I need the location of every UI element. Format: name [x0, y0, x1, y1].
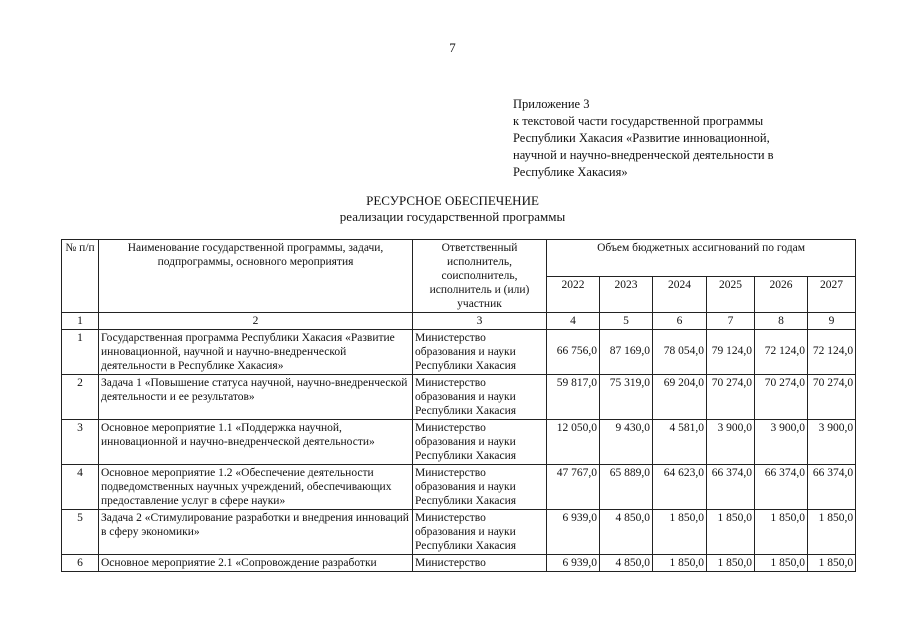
header-num: № п/п [62, 240, 99, 313]
column-number: 9 [808, 313, 856, 330]
row-num: 6 [62, 555, 99, 572]
row-value: 66 374,0 [755, 465, 808, 510]
row-name: Основное мероприятие 1.1 «Поддержка научной, инновационной и научно-внедренческой деятельности» [99, 420, 413, 465]
row-name: Государственная программа Республики Хакасия «Развитие инновационной, научной и научно-внедренческой деятельности в Республике Хакасия» [99, 330, 413, 375]
row-value: 1 850,0 [707, 510, 755, 555]
row-executor: Министерство образования и науки Республики Хакасия [413, 420, 547, 465]
column-number: 8 [755, 313, 808, 330]
header-year: 2023 [600, 276, 653, 313]
row-value: 70 274,0 [808, 375, 856, 420]
header-year: 2027 [808, 276, 856, 313]
row-executor: Министерство образования и науки Республики Хакасия [413, 465, 547, 510]
row-value: 75 319,0 [600, 375, 653, 420]
row-value: 3 900,0 [808, 420, 856, 465]
table-row [62, 420, 856, 465]
column-number: 1 [62, 313, 99, 330]
row-value: 79 124,0 [707, 330, 755, 375]
table-row [62, 510, 856, 555]
column-number: 3 [413, 313, 547, 330]
table-row [62, 330, 856, 375]
resources-table [61, 239, 856, 572]
row-value: 3 900,0 [755, 420, 808, 465]
row-value: 1 850,0 [808, 510, 856, 555]
row-value: 12 050,0 [547, 420, 600, 465]
row-value: 4 850,0 [600, 555, 653, 572]
header-name: Наименование государственной программы, задачи, подпрограммы, основного мероприятия [99, 240, 413, 313]
row-value: 1 850,0 [808, 555, 856, 572]
row-executor: Министерство образования и науки Республики Хакасия [413, 330, 547, 375]
row-value: 1 850,0 [707, 555, 755, 572]
column-number-row [62, 313, 856, 330]
row-value: 1 850,0 [653, 555, 707, 572]
row-name: Задача 1 «Повышение статуса научной, научно-внедренческой деятельности и ее результатов» [99, 375, 413, 420]
column-number: 6 [653, 313, 707, 330]
header-row [62, 240, 856, 277]
header-year: 2024 [653, 276, 707, 313]
table-row [62, 375, 856, 420]
row-value: 66 374,0 [808, 465, 856, 510]
header-year: 2025 [707, 276, 755, 313]
header-year: 2026 [755, 276, 808, 313]
row-value: 3 900,0 [707, 420, 755, 465]
appendix-note [513, 96, 774, 181]
row-name: Основное мероприятие 1.2 «Обеспечение деятельности подведомственных научных учреждений, обеспечивающих предоставление услуг в сфере науки» [99, 465, 413, 510]
page-number: 7 [449, 40, 456, 55]
column-number: 7 [707, 313, 755, 330]
row-executor: Министерство [413, 555, 547, 572]
row-value: 4 850,0 [600, 510, 653, 555]
appendix-line: научной и научно-внедренческой деятельности в [513, 148, 774, 162]
row-value: 1 850,0 [653, 510, 707, 555]
header-year: 2022 [547, 276, 600, 313]
row-value: 65 889,0 [600, 465, 653, 510]
row-value: 87 169,0 [600, 330, 653, 375]
row-value: 70 274,0 [707, 375, 755, 420]
row-executor: Министерство образования и науки Республики Хакасия [413, 375, 547, 420]
appendix-line: Республики Хакасия «Развитие инновационной, [513, 131, 770, 145]
appendix-line: Республике Хакасия» [513, 165, 628, 179]
column-number: 4 [547, 313, 600, 330]
row-value: 72 124,0 [808, 330, 856, 375]
row-num: 5 [62, 510, 99, 555]
row-value: 6 939,0 [547, 510, 600, 555]
row-value: 6 939,0 [547, 555, 600, 572]
row-name: Задача 2 «Стимулирование разработки и внедрения инноваций в сферу экономики» [99, 510, 413, 555]
row-value: 69 204,0 [653, 375, 707, 420]
appendix-line: Приложение 3 [513, 97, 590, 111]
document-title [0, 193, 905, 225]
row-value: 66 756,0 [547, 330, 600, 375]
row-value: 66 374,0 [707, 465, 755, 510]
row-value: 59 817,0 [547, 375, 600, 420]
row-value: 4 581,0 [653, 420, 707, 465]
row-num: 1 [62, 330, 99, 375]
column-number: 2 [99, 313, 413, 330]
appendix-line: к текстовой части государственной программы [513, 114, 764, 128]
row-num: 3 [62, 420, 99, 465]
title-line-2: реализации государственной программы [339, 209, 566, 224]
row-executor: Министерство образования и науки Республики Хакасия [413, 510, 547, 555]
row-value: 78 054,0 [653, 330, 707, 375]
row-value: 1 850,0 [755, 510, 808, 555]
title-line-1: РЕСУРСНОЕ ОБЕСПЕЧЕНИЕ [366, 193, 539, 208]
column-number: 5 [600, 313, 653, 330]
row-value: 70 274,0 [755, 375, 808, 420]
row-name: Основное мероприятие 2.1 «Сопровождение разработки [99, 555, 413, 572]
row-num: 4 [62, 465, 99, 510]
row-value: 1 850,0 [755, 555, 808, 572]
header-executor: Ответственный исполнитель, соисполнитель, исполнитель и (или) участник [413, 240, 547, 313]
header-budget: Объем бюджетных ассигнований по годам [547, 240, 856, 277]
row-value: 9 430,0 [600, 420, 653, 465]
table-row [62, 555, 856, 572]
row-value: 64 623,0 [653, 465, 707, 510]
row-value: 47 767,0 [547, 465, 600, 510]
row-num: 2 [62, 375, 99, 420]
row-value: 72 124,0 [755, 330, 808, 375]
table-row [62, 465, 856, 510]
